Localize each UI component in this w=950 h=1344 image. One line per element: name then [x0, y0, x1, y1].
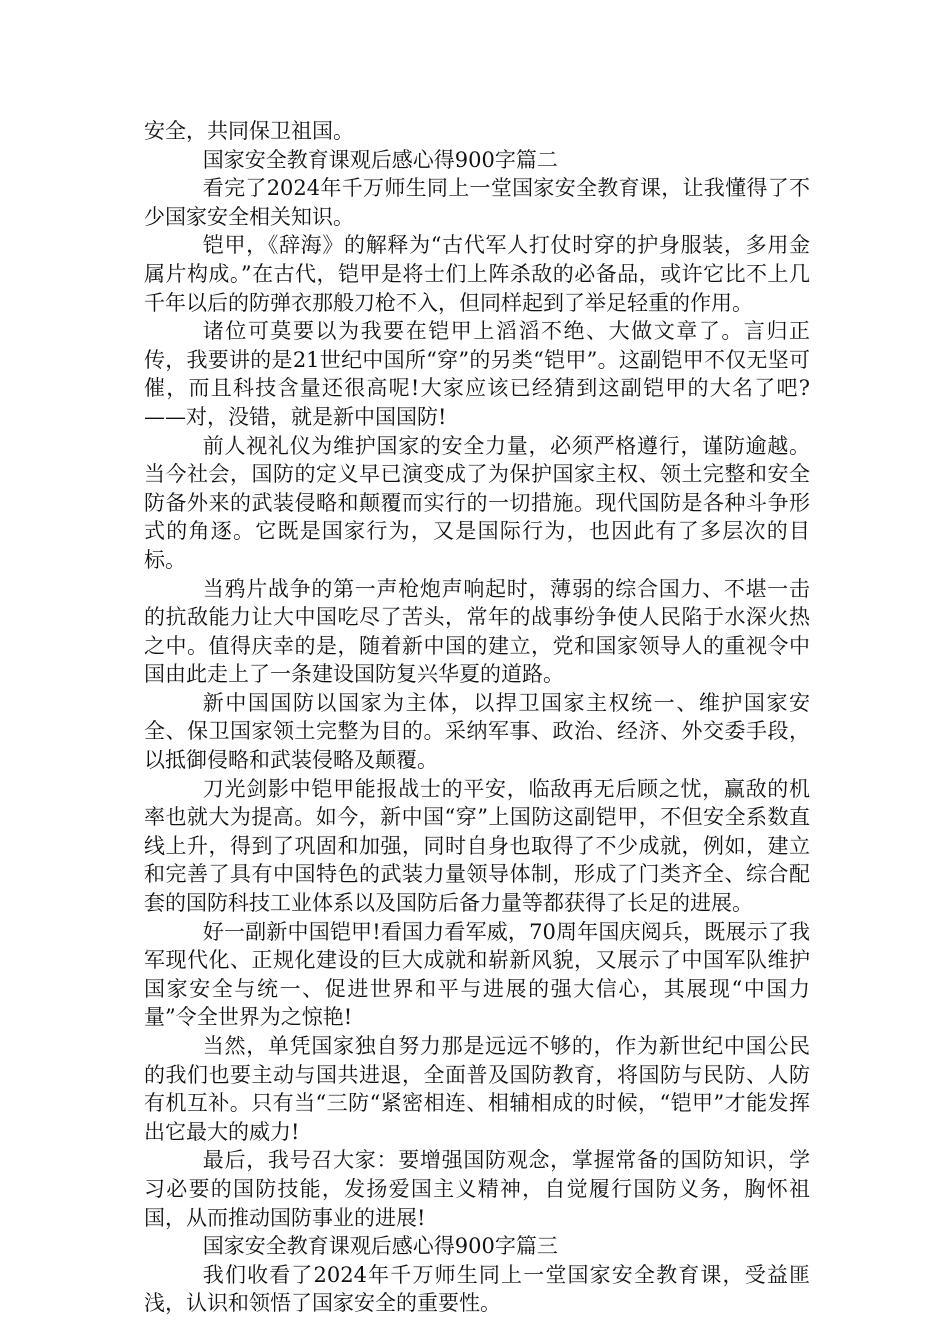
paragraph: 前人视礼仪为维护国家的安全力量，必须严格遵行，谨防逾越。当今社会，国防的定义早已演变成了为保护国家主权、领土完整和安全防备外来的武装侵略和颠覆而实行的一切措施。现代国防是各种斗争形式的角逐。它既是国家行为，又是国际行为，也因此有了多层次的目标。 — [144, 433, 810, 572]
paragraph: 最后，我号召大家：要增强国防观念，掌握常备的国防知识，学习必要的国防技能，发扬爱国主义精神，自觉履行国防义务，胸怀祖国，从而推动国防事业的进展! — [144, 1148, 810, 1230]
paragraph: 诸位可莫要以为我要在铠甲上滔滔不绝、大做文章了。言归正传，我要讲的是21世纪中国所“穿”的另类“铠甲”。这副铠甲不仅无坚可催，而且科技含量还很高呢!大家应该已经猜到这副铠甲的大名了吧?——对，没错，就是新中国国防! — [144, 319, 810, 429]
paragraph: 看完了2024年千万师生同上一堂国家安全教育课，让我懂得了不少国家安全相关知识。 — [144, 176, 810, 229]
paragraph: 铠甲，《辞海》的解释为“古代军人打仗时穿的护身服装，多用金属片构成。”在古代，铠甲是将士们上阵杀敌的必备品，或许它比不上几千年以后的防弹衣那般刀枪不入，但同样起到了举足轻重的作用。 — [144, 233, 810, 315]
paragraph: 我们收看了2024年千万师生同上一堂国家安全教育课，受益匪浅，认识和领悟了国家安全的重要性。 — [144, 1262, 810, 1316]
paragraph: 新中国国防以国家为主体，以捍卫国家主权统一、维护国家安全、保卫国家领土完整为目的。采纳军事、政治、经济、外交委手段，以抵御侵略和武装侵略及颠覆。 — [144, 690, 810, 773]
document-body — [144, 117, 810, 1318]
paragraph: 好一副新中国铠甲!看国力看军威，70周年国庆阅兵，既展示了我军现代化、正规化建设的巨大成就和崭新风貌，又展示了中国军队维护国家安全与统一、促进世界和平与进展的强大信心，其展现“中国力量”令全世界为之惊艳! — [144, 919, 810, 1030]
paragraph: 当然，单凭国家独自努力那是远远不够的，作为新世纪中国公民的我们也要主动与国共进退，全面普及国防教育，将国防与民防、人防有机互补。只有当“三防“紧密相连、相辅相成的时候，“铠甲”才能发挥出它最大的威力! — [144, 1034, 810, 1144]
paragraph: 当鸦片战争的第一声枪炮声响起时，薄弱的综合国力、不堪一击的抗敌能力让大中国吃尽了苦头，常年的战事纷争使人民陷于水深火热之中。值得庆幸的是，随着新中国的建立，党和国家领导人的重视令中国由此走上了一条建设国防复兴华夏的道路。 — [144, 576, 810, 687]
section-heading-3: 国家安全教育课观后感心得900字篇三 — [202, 1234, 558, 1259]
paragraph: 刀光剑影中铠甲能报战士的平安，临敌再无后顾之忧，赢敌的机率也就大为提高。如今，新中国“穿”上国防这副铠甲，不但安全系数直线上升，得到了巩固和加强，同时自身也取得了不少成就，例如，建立和完善了具有中国特色的武装力量领导体制，形成了门类齐全、综合配套的国防科技工业体系以及国防后备力量等都获得了长足的进展。 — [144, 776, 810, 916]
section-heading-2: 国家安全教育课观后感心得900字篇二 — [202, 147, 558, 172]
paragraph-continuation: 安全，共同保卫祖国。 — [144, 119, 354, 143]
